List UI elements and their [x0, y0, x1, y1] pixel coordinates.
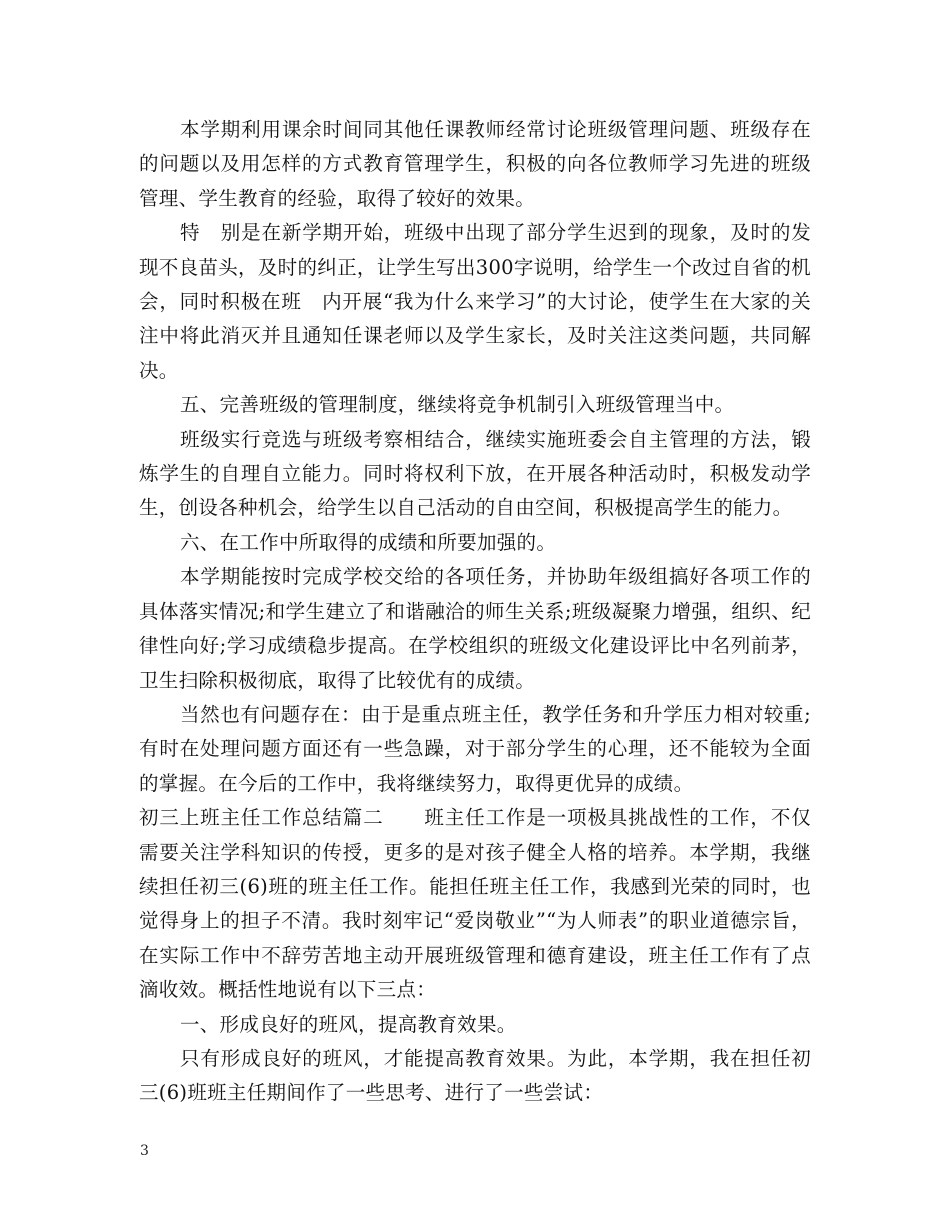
paragraph-7: 当然也有问题存在：由于是重点班主任，教学任务和升学压力相对较重;有时在处理问题方面还有一些急躁，对于部分学生的心理，还不能较为全面的掌握。在今后的工作中，我将继续努力，取得更优异的成绩。	[139, 702, 811, 795]
paragraph-5: 六、在工作中所取得的成绩和所要加强的。	[179, 530, 557, 554]
paragraph-6: 本学期能按时完成学校交给的各项任务，并协助年级组搞好各项工作的具体落实情况;和学生建立了和谐融洽的师生关系;班级凝聚力增强，组织、纪律性向好;学习成绩稳步提高。在学校组织的班级文化建设评比中名列前茅，卫生扫除积极彻底，取得了比较优有的成绩。	[139, 565, 811, 692]
paragraph-4: 班级实行竞选与班级考察相结合，继续实施班委会自主管理的方法，锻炼学生的自理自立能力。同时将权利下放，在开展各种活动时，积极发动学生，创设各种机会，给学生以自己活动的自由空间，积极提高学生的能力。	[139, 427, 811, 520]
page-number: 3	[140, 1143, 149, 1159]
paragraph-10: 只有形成良好的班风，才能提高教育效果。为此，本学期，我在担任初三(6)班班主任期间作了一些思考、进行了一些尝试：	[139, 1046, 811, 1105]
paragraph-1: 本学期利用课余时间同其他任课教师经常讨论班级管理问题、班级存在的问题以及用怎样的方式教育管理学生，积极的向各位教师学习先进的班级管理、学生教育的经验，取得了较好的效果。	[139, 118, 811, 210]
paragraph-2: 特 别是在新学期开始，班级中出现了部分学生迟到的现象，及时的发现不良苗头，及时的纠正，让学生写出300字说明，给学生一个改过自省的机会，同时积极在班 内开展“我为什么来学习”的大讨论，使学生在大家的关注中将此消灭并且通知任课老师以及学生家长，及时关注这类问题，共同解决。	[139, 221, 811, 382]
paragraph-9: 一、形成良好的班风，提高教育效果。	[179, 1012, 517, 1036]
paragraph-3: 五、完善班级的管理制度，继续将竞争机制引入班级管理当中。	[179, 393, 735, 417]
paragraph-8: 初三上班主任工作总结篇二 班主任工作是一项极具挑战性的工作，不仅需要关注学科知识的传授，更多的是对孩子健全人格的培养。本学期，我继续担任初三(6)班的班主任工作。能担任班主任工作，我感到光荣的同时，也觉得身上的担子不清。我时刻牢记“爱岗敬业”“为人师表”的职业道德宗旨，在实际工作中不辞劳苦地主动开展班级管理和德育建设，班主任工作有了点滴收效。概括性地说有以下三点：	[139, 806, 811, 1002]
document-body	[139, 113, 811, 1111]
